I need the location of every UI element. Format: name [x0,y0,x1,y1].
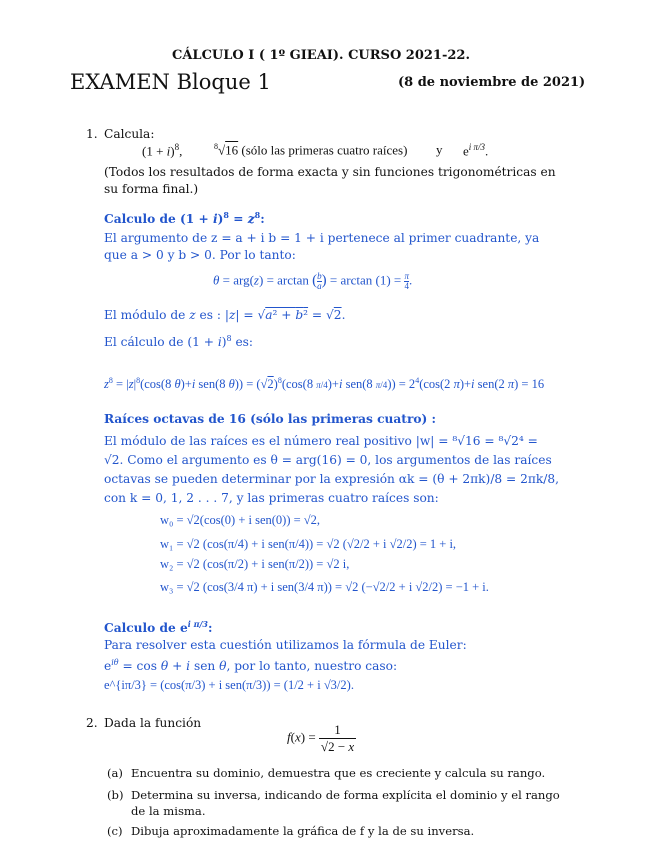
q1-part3-heading: Calculo de $e^{i \pi/3}$: [104,619,213,636]
q1-eq-theta: $\theta = arg(z) = \arctan (\frac{b}{a}$ ) = $\arctan (1) = \frac{\pi}{4}$ . [213,271,413,291]
q1-modulus: El módulo de z es : |z| = √a² + b² = √2. [104,308,346,322]
q1-label: Calcula: [104,127,155,141]
q2-item-c-tag: (c) [107,824,123,838]
root-w1: w₁ = √2 (cos(π/4) + i sen(π/4)) = √2 (√2/2 + i √2/2) = 1 + i, [160,537,457,551]
q2-item-b: Determina su inversa, indicando de forma explícita el dominio y el rango de la misma. [131,788,560,818]
q1-part1-heading: Calculo de $(1 + i)^8 = z^8$: [104,210,265,227]
q2-label: Dada la función [104,716,202,730]
q2-item-a-tag: (a) [107,766,123,780]
q1-part3-text1: Para resolver esta cuestión utilizamos la fórmula de Euler: [104,638,467,652]
q1-eq-power: $z^8 = |z|^8(\cos(8$ θ)+i sen(8 $\theta)) = (√2)^8(\cos(8$ π/4)+i sen(8 $\pi/4)) = 2^4(\cos(2$ π)+i sen(2 π) = 16 [104,376,545,392]
root-w2: w₂ = √2 (cos(π/2) + i sen(π/2)) = √2 i, [160,557,350,571]
q2-function: f(x) = $\frac{1}{√2 - x}$ [287,722,355,754]
q1-number: 1. [86,127,98,141]
q1-part2-heading: Raíces octavas de 16 (sólo las primeras cuatro) : [104,412,436,426]
q1-part1-text: El argumento de z = a + i b = 1 + i pertenece al primer cuadrante, ya que a > 0 y b > 0. Por lo tanto: [104,231,540,262]
q2-item-b-tag: (b) [107,788,124,802]
q1-note: (Todos los resultados de forma exacta y sin funciones trigonométricas en su forma final.) [104,165,556,196]
q2-item-a: Encuentra su dominio, demuestra que es creciente y calcula su rango. [131,766,546,780]
root-w0: w₀ = √2(cos(0) + i sen(0)) = √2, [160,513,321,527]
exam-date: (8 de noviembre de 2021) [398,75,586,90]
q1-part3-text2: $e^{i\theta} = \cos \theta + i$ sen θ, por lo tanto, nuestro caso: [104,658,398,674]
q2-item-c: Dibuja aproximadamente la gráfica de f y la de su inversa. [131,824,475,838]
q1-part2-text: El módulo de las raíces es el número real positivo |w| = ⁸√16 = ⁸√2⁴ = √2. Como el argumento es θ = arg(16) = 0, los argumentos de las raíces octavas se pueden determinar por la expresión αk = (θ + 2πk)/8 = 2πk/8, con k = 0, 1, 2 . . . 7, y las primeras cuatro raíces son: [104,434,560,505]
q2-number: 2. [86,716,98,730]
q1-part3-eq: e^{iπ/3} = (cos(π/3) + i sen(π/3)) = (1/2 + i √3/2). [104,678,354,692]
root-w3: w₃ = √2 (cos(3/4 π) + i sen(3/4 π)) = √2 (−√2/2 + i √2/2) = −1 + i. [160,580,489,594]
exam-title: EXAMEN Bloque 1 [70,70,271,94]
q1-item-b: $^8$√16 (sólo las primeras cuatro raíces) [214,142,408,158]
course-header: CÁLCULO I ( 1º GIEAI). CURSO 2021-22. [172,48,470,63]
q1-calc-label: El cálculo de $(1 + i)^8$ es: [104,334,254,350]
q1-item-c: $e^{i \pi/3}$. [463,142,489,159]
q1-connector: y [436,142,443,157]
q1-item-a: $(1 + i)^8$, [142,142,183,159]
